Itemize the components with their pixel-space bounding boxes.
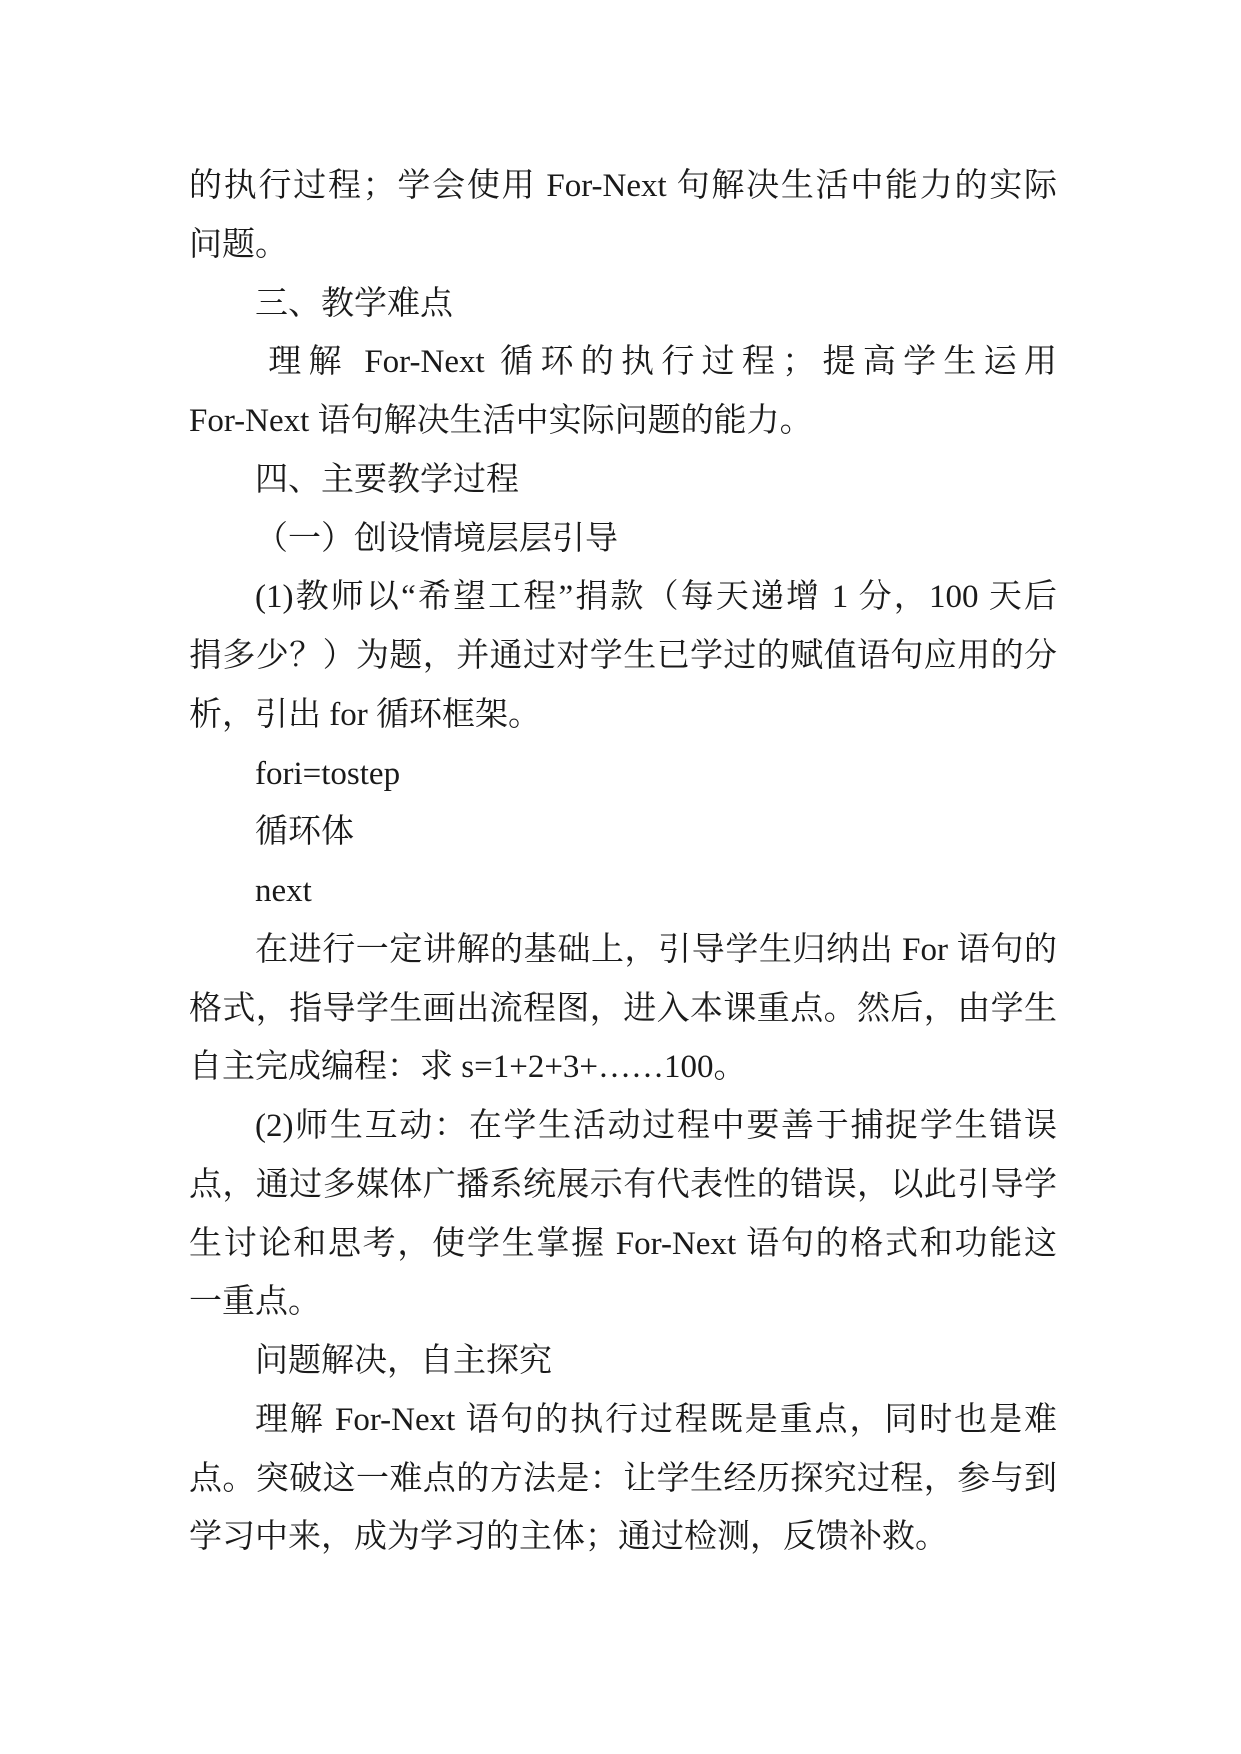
paragraph-problem-solving — [189, 1391, 1057, 1567]
section-heading: 三、教学难点 — [255, 285, 453, 322]
text-line: 格式，指导学生画出流程图，进入本课重点。然后，由学生 — [189, 990, 1057, 1027]
paragraph-step-1 — [189, 568, 1057, 744]
code-line: fori=tostep — [255, 755, 401, 792]
text-line: 点，通过多媒体广播系统展示有代表性的错误，以此引导学 — [189, 1166, 1057, 1203]
paragraph-step-2 — [189, 1097, 1057, 1332]
code-block — [189, 745, 1057, 804]
subsection-heading: （一）创设情境层层引导 — [255, 520, 618, 557]
text-line: 捐多少？）为题，并通过对学生已学过的赋值语句应用的分 — [189, 638, 1057, 674]
text-line: 问题。 — [189, 226, 288, 263]
paragraph-difficulties — [189, 333, 1057, 451]
subsection-heading-situation — [189, 510, 1057, 569]
text-line: (1)教师以“希望工程”捐款（每天递增 1 分，100 天后 — [255, 579, 1057, 616]
text-line: 自主完成编程：求 s=1+2+3+……100。 — [189, 1049, 747, 1086]
code-block — [189, 803, 1057, 862]
code-block — [189, 862, 1057, 921]
text-line: For-Next 语句解决生活中实际问题的能力。 — [189, 403, 813, 439]
document-body — [189, 157, 1057, 1567]
section-heading-difficulties — [189, 275, 1057, 334]
text-line: 生讨论和思考，使学生掌握 For-Next 语句的格式和功能这 — [189, 1225, 1057, 1262]
code-line: next — [255, 873, 312, 909]
text-line: 学习中来，成为学习的主体；通过检测，反馈补救。 — [189, 1519, 948, 1556]
text-line: 析，引出 for 循环框架。 — [189, 696, 541, 733]
section-heading-process — [189, 451, 1057, 510]
subsection-heading-problem-solving — [189, 1332, 1057, 1391]
text-line: 一重点。 — [189, 1284, 321, 1321]
paragraph-objectives-continued — [189, 157, 1057, 275]
text-line: 理解 For-Next 循环的执行过程；提高学生运用 — [268, 344, 1057, 381]
text-line: (2)师生互动：在学生活动过程中要善于捕捉学生错误 — [255, 1108, 1057, 1144]
text-line: 点。突破这一难点的方法是：让学生经历探究过程，参与到 — [189, 1460, 1057, 1497]
text-line: 在进行一定讲解的基础上，引导学生归纳出 For 语句的 — [255, 931, 1057, 968]
paragraph-for-format — [189, 921, 1057, 1097]
text-line: 的执行过程；学会使用 For-Next 句解决生活中能力的实际 — [189, 168, 1057, 204]
code-line: 循环体 — [255, 814, 354, 851]
section-heading: 四、主要教学过程 — [255, 461, 519, 498]
subsection-heading: 问题解决，自主探究 — [255, 1343, 552, 1379]
text-line: 理解 For-Next 语句的执行过程既是重点，同时也是难 — [255, 1401, 1057, 1438]
